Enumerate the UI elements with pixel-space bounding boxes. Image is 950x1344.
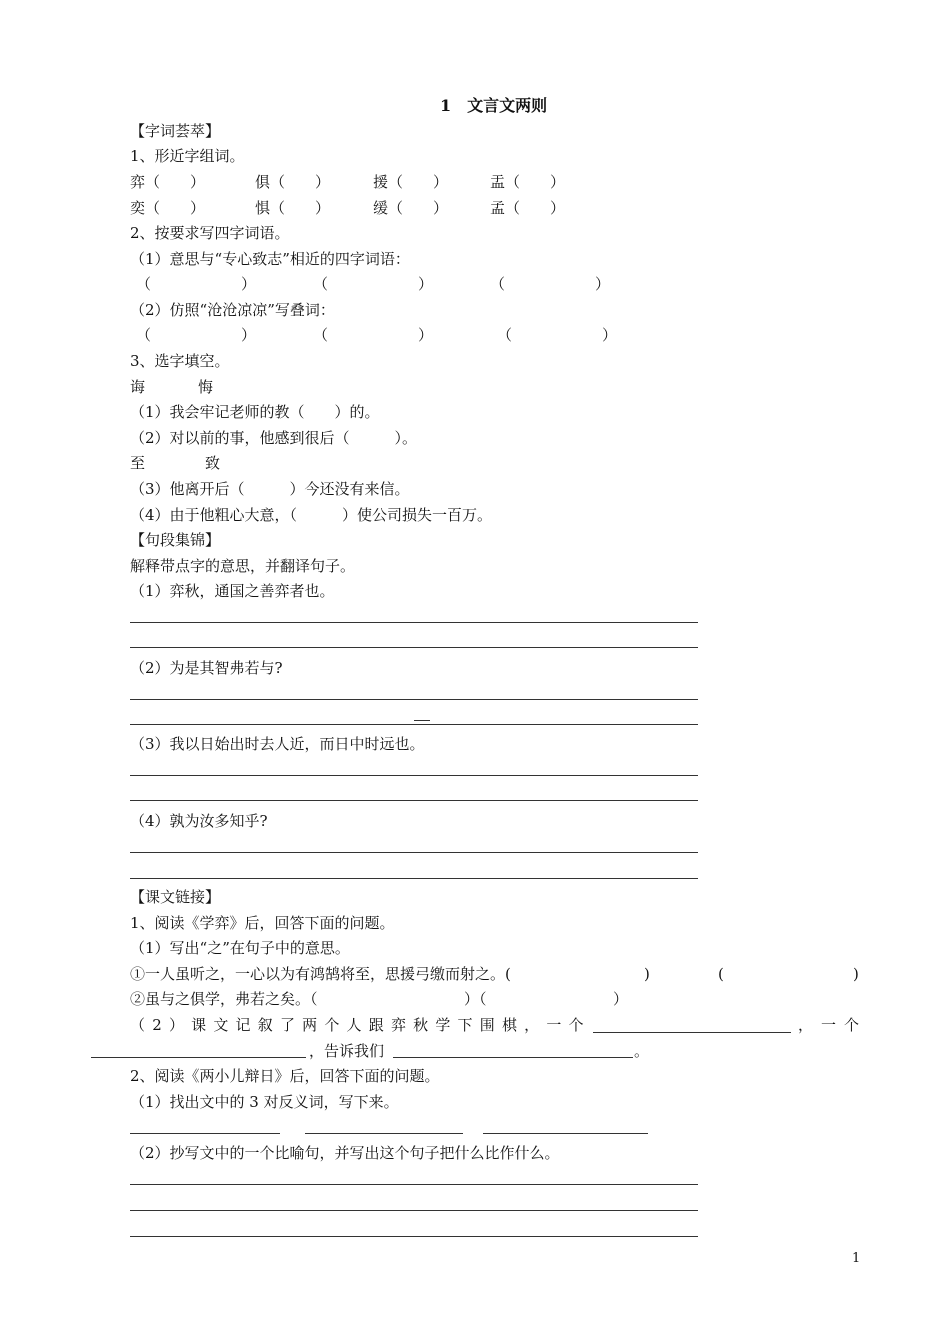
question-1-2: 2、按要求写四字词语。 xyxy=(130,224,290,242)
paren: ( xyxy=(718,965,724,983)
fill-sentence[interactable]: （2）对以前的事，他感到很后（ ）。 xyxy=(130,429,418,447)
translate-item: （4）孰为汝多知乎? xyxy=(130,812,268,830)
char-option: 至 xyxy=(130,454,146,472)
section-heading-vocab: 【字词荟萃】 xyxy=(130,122,221,140)
question-1-2-a: （1）意思与“专心致志”相近的四字词语： xyxy=(130,250,410,268)
section-heading-sentences: 【句段集锦】 xyxy=(130,531,221,549)
answer-line[interactable] xyxy=(593,1032,791,1033)
answer-line[interactable] xyxy=(130,1236,698,1237)
fill-sentence[interactable]: （4）由于他粗心大意，（ ）使公司损失一百万。 xyxy=(130,506,493,524)
question-3-1-b-mid: ，告诉我们 xyxy=(309,1042,385,1060)
answer-line[interactable] xyxy=(130,724,698,725)
word-blank[interactable]: 惧（ ） xyxy=(255,199,331,217)
answer-line[interactable] xyxy=(130,647,698,648)
question-3-2-a: （1）找出文中的 3 对反义词，写下来。 xyxy=(130,1093,399,1111)
reduplication-blank[interactable]: （ ） xyxy=(497,326,618,344)
reduplication-blank[interactable]: （ ） xyxy=(136,326,257,344)
paren: ）（ xyxy=(464,990,487,1008)
question-3-1-b-cont: ，一个 xyxy=(798,1016,868,1034)
idiom-blank[interactable]: （ ） xyxy=(313,275,434,293)
question-3-1-b-end: 。 xyxy=(634,1042,650,1060)
answer-line[interactable] xyxy=(130,775,698,776)
answer-line[interactable] xyxy=(91,1057,306,1058)
answer-line[interactable] xyxy=(483,1133,648,1134)
question-3-1-a: （1）写出“之”在句子中的意思。 xyxy=(130,939,350,957)
char-option: 致 xyxy=(205,454,221,472)
question-1-2-b: （2）仿照“沧沧凉凉”写叠词： xyxy=(130,301,335,319)
translate-item: （3）我以日始出时去人近，而日中时远也。 xyxy=(130,735,425,753)
section-intro: 解释带点字的意思，并翻译句子。 xyxy=(130,557,356,575)
sentence-with-blank: ②虽与之俱学，弗若之矣。（ xyxy=(130,990,318,1008)
word-blank[interactable]: 缓（ ） xyxy=(373,199,449,217)
translate-item: （2）为是其智弗若与? xyxy=(130,659,283,677)
word-blank[interactable]: 援（ ） xyxy=(373,173,449,191)
paren: ) xyxy=(644,965,650,983)
answer-line[interactable] xyxy=(130,800,698,801)
question-1-1: 1、形近字组词。 xyxy=(130,147,245,165)
sentence-with-blank: ①一人虽听之，一心以为有鸿鹄将至，思援弓缴而射之。( xyxy=(130,965,511,983)
answer-line[interactable] xyxy=(305,1133,463,1134)
word-blank[interactable]: 盂（ ） xyxy=(490,173,566,191)
paren: ) xyxy=(853,965,859,983)
question-3-2-b: （2）抄写文中的一个比喻句，并写出这个句子把什么比作什么。 xyxy=(130,1144,560,1162)
answer-line[interactable] xyxy=(130,1184,698,1185)
word-blank[interactable]: 俱（ ） xyxy=(255,173,331,191)
answer-line[interactable] xyxy=(130,622,698,623)
question-1-3: 3、选字填空。 xyxy=(130,352,230,370)
word-blank[interactable]: 弈（ ） xyxy=(130,173,206,191)
section-heading-text-link: 【课文链接】 xyxy=(130,888,221,906)
fill-sentence[interactable]: （1）我会牢记老师的教（ ）的。 xyxy=(130,403,380,421)
word-blank[interactable]: 奕（ ） xyxy=(130,199,206,217)
char-option: 悔 xyxy=(198,378,214,396)
answer-line[interactable] xyxy=(393,1057,633,1058)
page-number: 1 xyxy=(852,1251,861,1266)
word-blank[interactable]: 孟（ ） xyxy=(490,199,566,217)
answer-line[interactable] xyxy=(130,1210,698,1211)
idiom-blank[interactable]: （ ） xyxy=(136,275,257,293)
reduplication-blank[interactable]: （ ） xyxy=(313,326,434,344)
answer-line[interactable] xyxy=(130,699,698,700)
answer-line[interactable] xyxy=(130,852,698,853)
question-3-1: 1、阅读《学弈》后，回答下面的问题。 xyxy=(130,914,395,932)
page-title: 1 文言文两则 xyxy=(440,96,548,115)
question-3-1-b: （2）课文记叙了两个人跟弈秋学下围棋，一个 xyxy=(130,1016,591,1034)
idiom-blank[interactable]: （ ） xyxy=(490,275,611,293)
question-3-2: 2、阅读《两小儿辩日》后，回答下面的问题。 xyxy=(130,1067,440,1085)
char-option: 诲 xyxy=(130,378,146,396)
fill-sentence[interactable]: （3）他离开后（ ）今还没有来信。 xyxy=(130,480,410,498)
paren: ） xyxy=(613,990,629,1008)
answer-line[interactable] xyxy=(130,1133,280,1134)
answer-line xyxy=(414,720,430,721)
answer-line[interactable] xyxy=(130,878,698,879)
translate-item: （1）弈秋，通国之善弈者也。 xyxy=(130,582,335,600)
